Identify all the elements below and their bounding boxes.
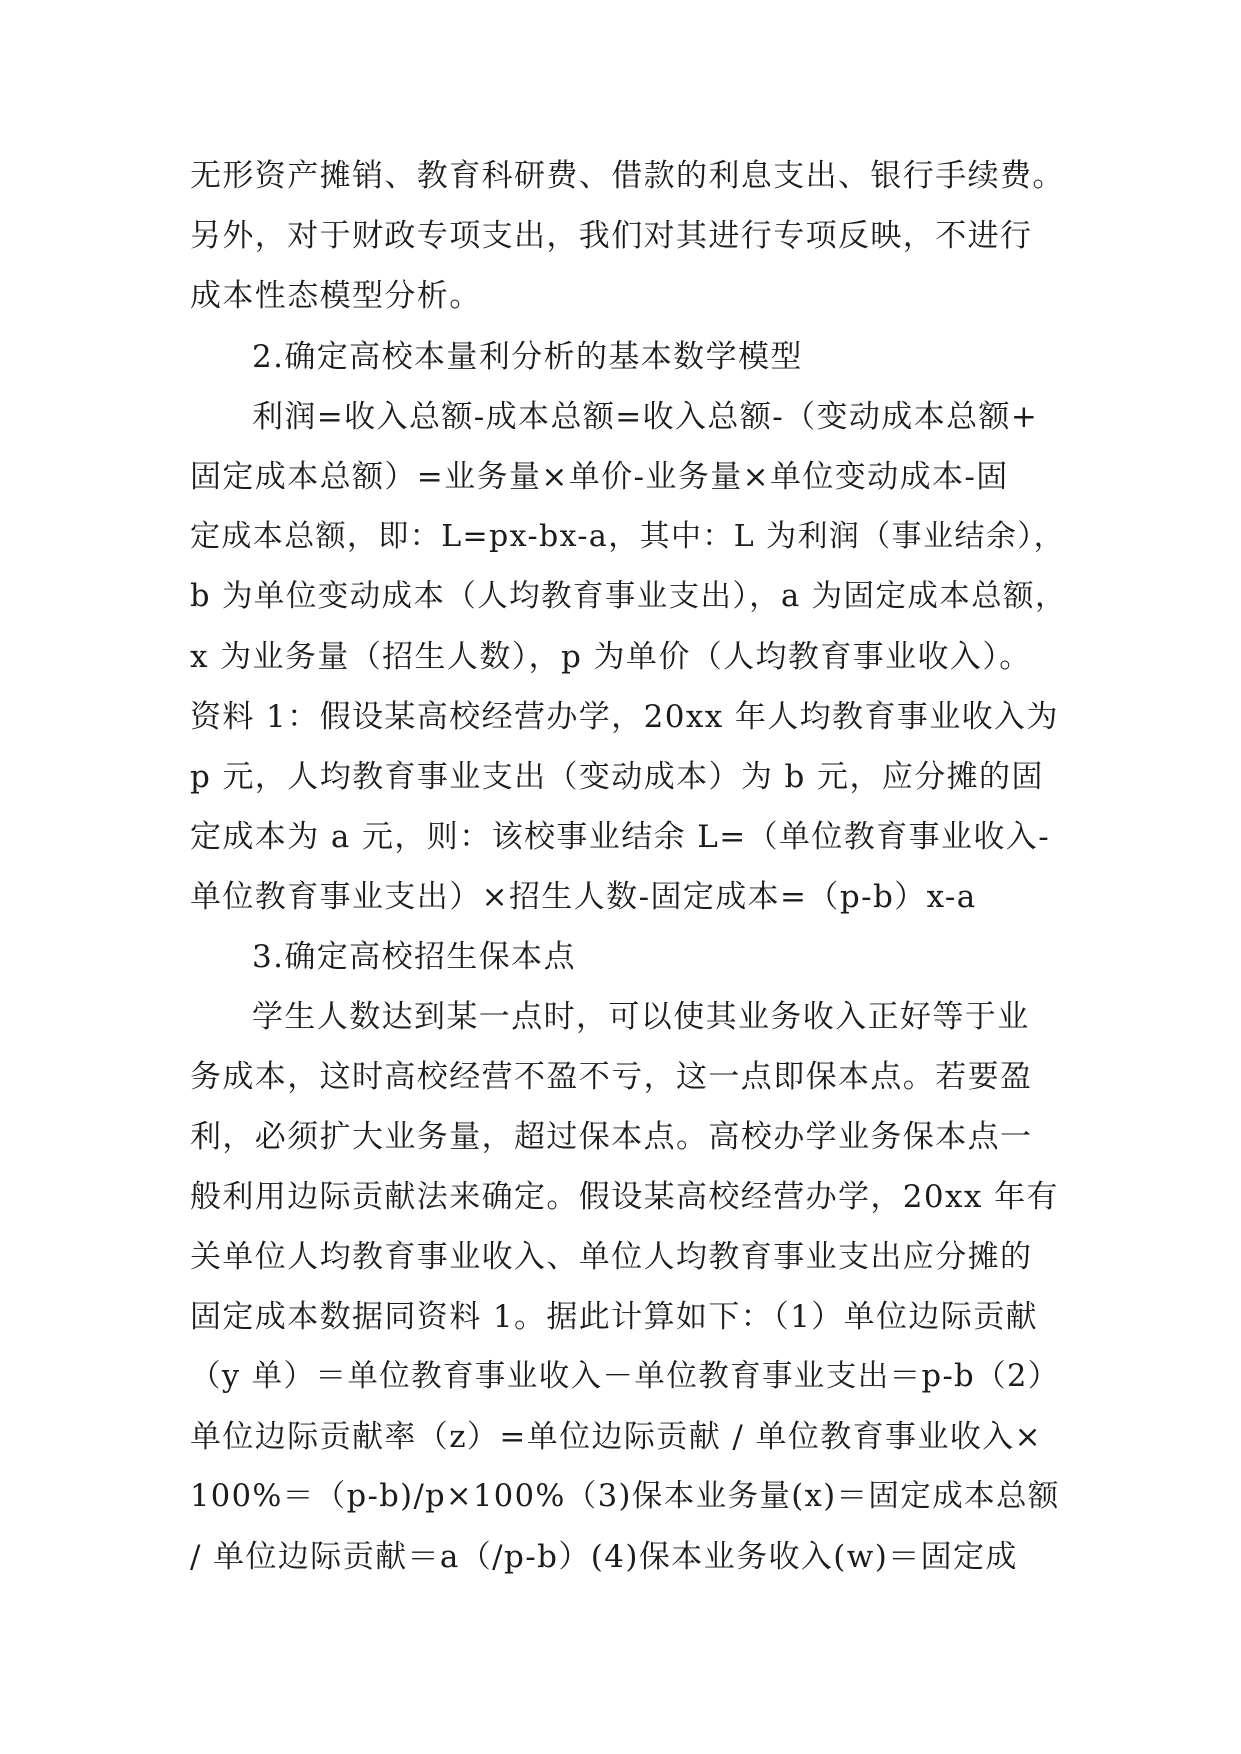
text-line: 利润=收入总额-成本总额=收入总额-（变动成本总额+	[252, 399, 1039, 435]
text-line: 学生人数达到某一点时，可以使其业务收入正好等于业	[252, 999, 1030, 1035]
text-line: 无形资产摊销、教育科研费、借款的利息支出、银行手续费。	[190, 158, 1065, 194]
text-line: / 单位边际贡献＝a（/p-b）(4)保本业务收入(w)＝固定成	[190, 1539, 1018, 1575]
text-line: p 元，人均教育事业支出（变动成本）为 b 元，应分摊的固	[190, 759, 1044, 795]
text-line: 固定成本总额）=业务量×单价-业务量×单位变动成本-固	[190, 459, 1009, 495]
text-line: 关单位人均教育事业收入、单位人均教育事业支出应分摊的	[190, 1239, 1033, 1275]
section-heading: 3.确定高校招生保本点	[252, 939, 576, 975]
text-line: 单位教育事业支出）×招生人数-固定成本=（p-b）x-a	[190, 879, 977, 915]
text-line: 固定成本数据同资料 1。据此计算如下：（1）单位边际贡献	[190, 1299, 1038, 1335]
text-line: 般利用边际贡献法来确定。假设某高校经营办学，20xx 年有	[190, 1179, 1059, 1215]
text-line: 务成本，这时高校经营不盈不亏，这一点即保本点。若要盈	[190, 1059, 1033, 1095]
text-line: 100%＝（p-b)/p×100%（3)保本业务量(x)＝固定成本总额	[190, 1479, 1060, 1514]
text-line: 另外，对于财政专项支出，我们对其进行专项反映，不进行	[190, 218, 1033, 254]
text-line: 资料 1：假设某高校经营办学，20xx 年人均教育事业收入为	[190, 699, 1059, 735]
section-heading: 2.确定高校本量利分析的基本数学模型	[252, 339, 803, 375]
text-line: （y 单）＝单位教育事业收入－单位教育事业支出＝p-b（2）	[190, 1359, 1060, 1394]
text-line: 定成本为 a 元，则：该校事业结余 L=（单位教育事业收入-	[190, 819, 1051, 855]
text-line: b 为单位变动成本（人均教育事业支出），a 为固定成本总额，	[190, 579, 1067, 614]
text-line: 单位边际贡献率（z）=单位边际贡献 / 单位教育事业收入×	[190, 1419, 1043, 1455]
text-line: 成本性态模型分析。	[190, 278, 482, 314]
text-line: 定成本总额，即：L=px-bx-a，其中：L 为利润（事业结余），	[190, 519, 1066, 554]
text-line: x 为业务量（招生人数），p 为单价（人均教育事业收入）。	[190, 639, 1032, 675]
text-line: 利，必须扩大业务量，超过保本点。高校办学业务保本点一	[190, 1119, 1033, 1155]
